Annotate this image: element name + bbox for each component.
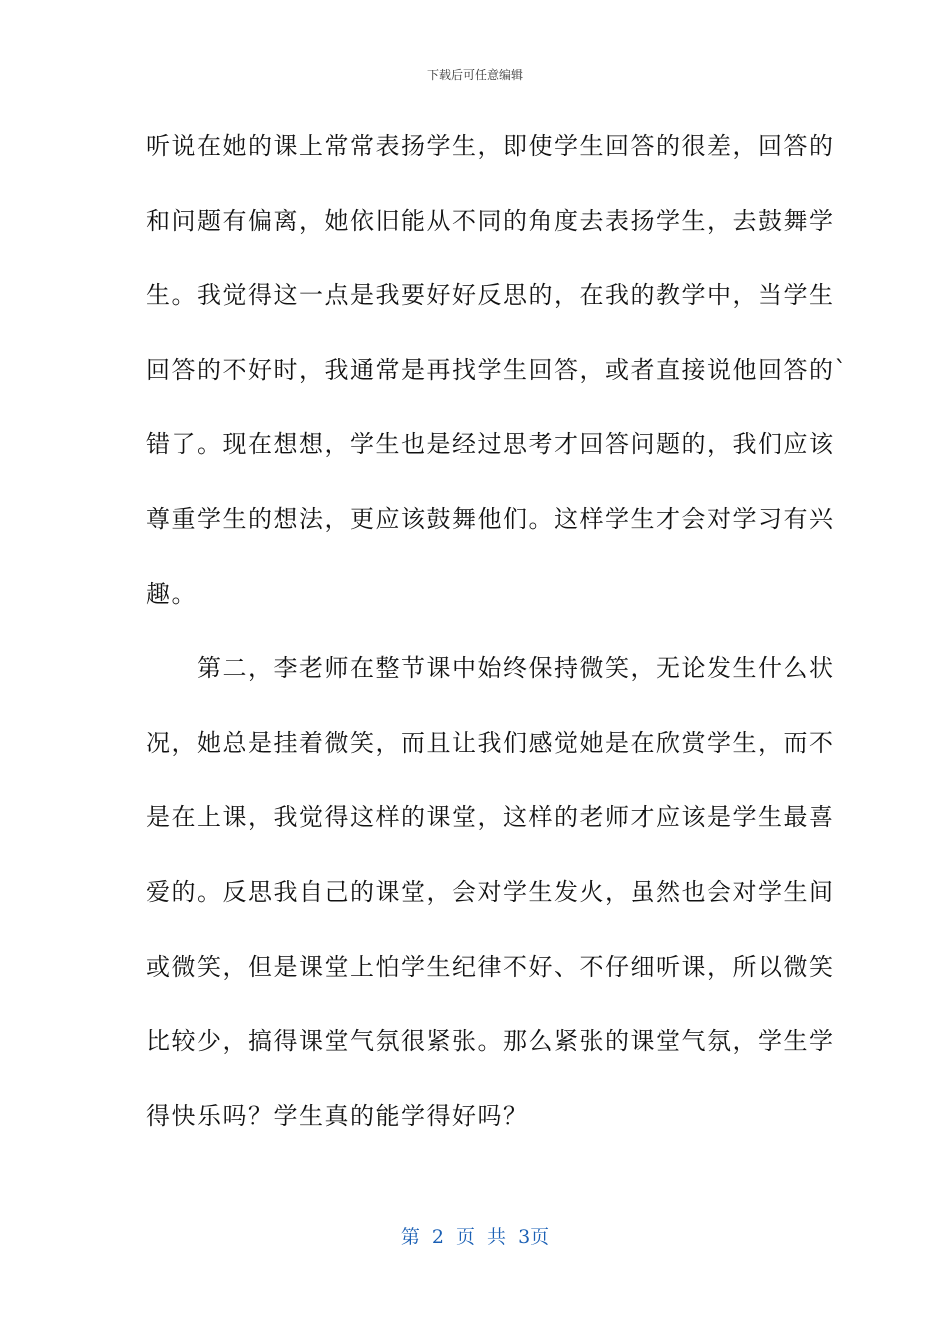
text-line: 得快乐吗？学生真的能学得好吗？ [146, 1101, 529, 1130]
text-line: 错了。现在想想，学生也是经过思考才回答问题的，我们应该 [146, 430, 835, 459]
text-line: 尊重学生的想法，更应该鼓舞他们。这样学生才会对学习有兴 [146, 504, 835, 533]
text-line: 生。我觉得这一点是我要好好反思的，在我的教学中，当学生 [146, 281, 835, 310]
header-note: 下载后可任意编辑 [426, 68, 523, 82]
text-line: 况，她总是挂着微笑，而且让我们感觉她是在欣赏学生，而不 [146, 728, 835, 757]
text-line: 和问题有偏离，她依旧能从不同的角度去表扬学生，去鼓舞学 [146, 206, 835, 235]
text-line: 回答的不好时，我通常是再找学生回答，或者直接说他回答的` [146, 355, 848, 384]
document-body [146, 125, 848, 1169]
text-line: 听说在她的课上常常表扬学生，即使学生回答的很差，回答的 [146, 132, 835, 160]
text-line: 比较少，搞得课堂气氛很紧张。那么紧张的课堂气氛，学生学 [146, 1027, 835, 1056]
text-line: 是在上课，我觉得这样的课堂，这样的老师才应该是学生最喜 [146, 803, 835, 832]
text-line: 爱的。反思我自己的课堂，会对学生发火，虽然也会对学生间 [146, 877, 835, 906]
text-line: 第二，李老师在整节课中始终保持微笑，无论发生什么状 [146, 654, 835, 683]
text-line: 或微笑，但是课堂上怕学生纪律不好、不仔细听课，所以微笑 [146, 952, 835, 981]
page-number: 第 2 页 共 3页 [400, 1226, 550, 1248]
text-line: 趣。 [146, 579, 197, 608]
